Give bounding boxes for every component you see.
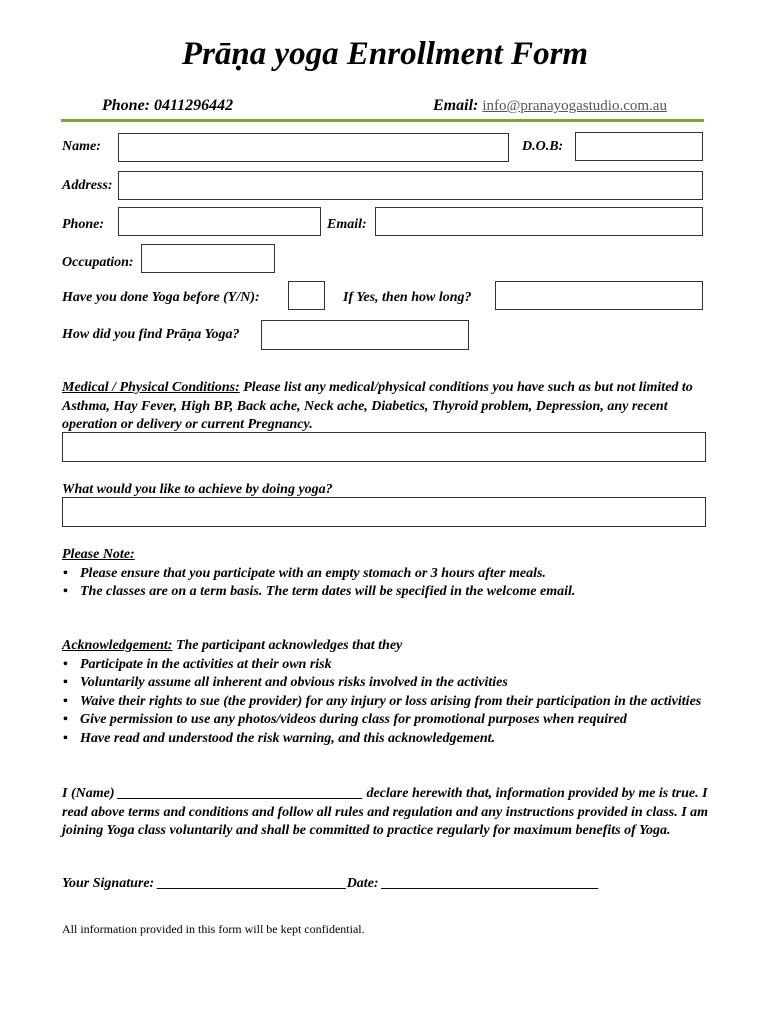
name-field[interactable] (118, 133, 509, 162)
ack-item: • Give permission to use any photos/videos during class for promotional purposes when required (62, 711, 712, 730)
address-field[interactable] (118, 171, 703, 200)
ack-item: • Participate in the activities at their own risk (62, 656, 712, 675)
note-list (62, 565, 712, 602)
email-field[interactable] (375, 207, 703, 236)
achieve-field[interactable] (62, 497, 706, 527)
ack-intro: The participant acknowledges that they (172, 638, 403, 653)
note-heading: Please Note: (62, 547, 135, 562)
phone-field[interactable] (118, 207, 321, 236)
dob-label: D.O.B: (522, 139, 564, 154)
ack-item: • Voluntarily assume all inherent and obvious risks involved in the activities (62, 674, 712, 693)
note-item: • The classes are on a term basis. The term dates will be specified in the welcome email. (62, 583, 712, 602)
confidential-note: All information provided in this form will be kept confidential. (62, 922, 365, 936)
find-us-field[interactable] (261, 320, 469, 350)
occupation-field[interactable] (141, 244, 275, 273)
medical-heading: Medical / Physical Conditions: (62, 380, 240, 395)
how-long-field[interactable] (495, 281, 703, 310)
header-divider (61, 119, 704, 122)
name-label: Name: (62, 139, 101, 154)
phone-label: Phone: (62, 217, 104, 232)
occupation-label: Occupation: (62, 255, 134, 270)
ack-header (62, 637, 712, 656)
header-email (433, 97, 667, 115)
header-email-label: Email: (433, 97, 479, 114)
ack-list (62, 656, 712, 749)
find-us-label: How did you find Prāṇa Yoga? (62, 327, 240, 342)
signature-line: Your Signature: ___________________________Date: _______________________________ (62, 876, 600, 891)
yoga-before-field[interactable] (288, 281, 325, 310)
medical-section (62, 379, 712, 435)
how-long-label: If Yes, then how long? (343, 290, 472, 305)
medical-field[interactable] (62, 432, 706, 462)
header-phone: Phone: 0411296442 (102, 97, 234, 114)
note-item: • Please ensure that you participate with an empty stomach or 3 hours after meals. (62, 565, 712, 584)
declaration: I (Name) ___________________________________ declare herewith that, information provided by me is true. I read above terms and conditions and follow all rules and regulation and any instructions provided in class. I am joining Yoga class voluntarily and shall be committed to practice regularly for maximum benefits of Yoga. (62, 786, 709, 838)
email-label: Email: (327, 217, 367, 232)
note-section (62, 546, 712, 602)
address-label: Address: (62, 178, 113, 193)
achieve-question: What would you like to achieve by doing yoga? (62, 482, 333, 497)
ack-section (62, 637, 712, 748)
yoga-before-label: Have you done Yoga before (Y/N): (62, 290, 260, 305)
dob-field[interactable] (575, 132, 703, 161)
ack-item: • Have read and understood the risk warning, and this acknowledgement. (62, 730, 712, 749)
ack-item: • Waive their rights to sue (the provider) for any injury or loss arising from their participation in the activities (62, 693, 712, 712)
ack-heading: Acknowledgement: (62, 638, 173, 653)
header-email-link[interactable]: info@pranayogastudio.com.au (482, 98, 667, 114)
medical-text: Please list any medical/physical conditions you have such as but not limited to Asthma, Hay Fever, High BP, Back ache, Neck ache, Diabetics, Thyroid problem, Depression, any recent operation or delivery or current Pregnancy. (62, 380, 693, 432)
form-title: Prāṇa yoga Enrollment Form (181, 36, 589, 72)
